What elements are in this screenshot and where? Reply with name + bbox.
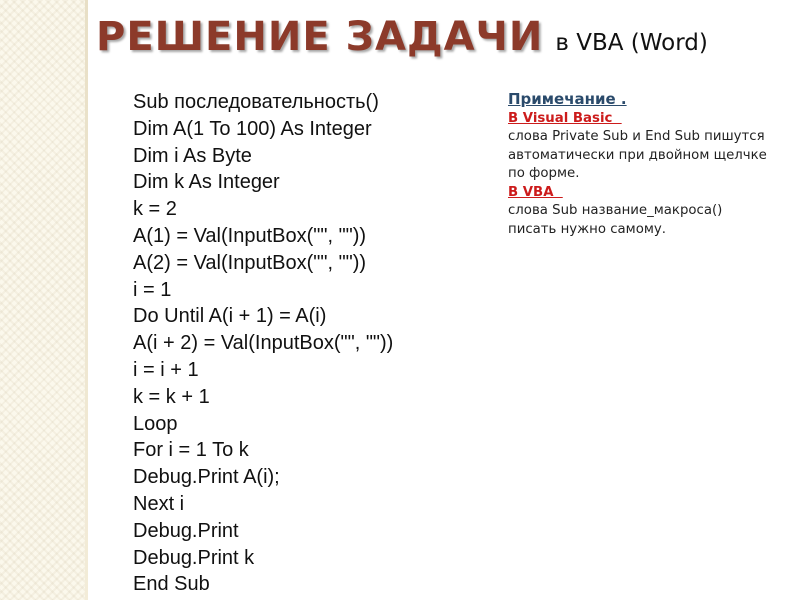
note-heading: Примечание . (508, 90, 627, 108)
code-line: Dim k As Integer (133, 171, 280, 194)
code-line: A(1) = Val(InputBox("", "")) (133, 224, 367, 247)
note-line: слова Private Sub и End Sub пишутся (508, 129, 765, 144)
note-vb-label: В Visual Basic (508, 110, 622, 126)
code-line: A(i + 2) = Val(InputBox("", "")) (133, 332, 394, 355)
code-line: End Sub (133, 573, 210, 596)
code-block (133, 89, 393, 598)
code-line: k = 2 (133, 198, 177, 221)
note-vba-label: В VBA (508, 184, 563, 200)
code-line: Debug.Print A(i); (133, 466, 280, 489)
code-line: i = i + 1 (133, 358, 199, 381)
code-line: i = 1 (133, 278, 172, 301)
note-line: слова Sub название_макроса() (508, 203, 723, 218)
code-line: Debug.Print k (133, 546, 255, 569)
note-line: по форме. (508, 166, 580, 181)
decorative-left-bar (0, 0, 88, 600)
code-line: For i = 1 To k (133, 439, 249, 462)
code-line: Dim A(1 To 100) As Integer (133, 117, 372, 140)
code-line: Sub последовательность() (133, 91, 379, 113)
note-box (508, 90, 778, 239)
code-line: A(2) = Val(InputBox("", "")) (133, 251, 367, 274)
code-line: k = k + 1 (133, 385, 210, 408)
slide-title (96, 14, 708, 60)
code-line: Debug.Print (133, 519, 239, 542)
code-line: Next i (133, 492, 185, 515)
title-sub: в VBA (Word) (555, 30, 708, 56)
title-main: РЕШЕНИЕ ЗАДАЧИ (96, 14, 544, 60)
note-line: писать нужно самому. (508, 221, 666, 237)
note-line: автоматически при двойном щелчке (508, 147, 767, 163)
code-line: Loop (133, 412, 178, 435)
code-line: Do Until A(i + 1) = A(i) (133, 305, 327, 328)
code-line: Dim i As Byte (133, 144, 252, 167)
